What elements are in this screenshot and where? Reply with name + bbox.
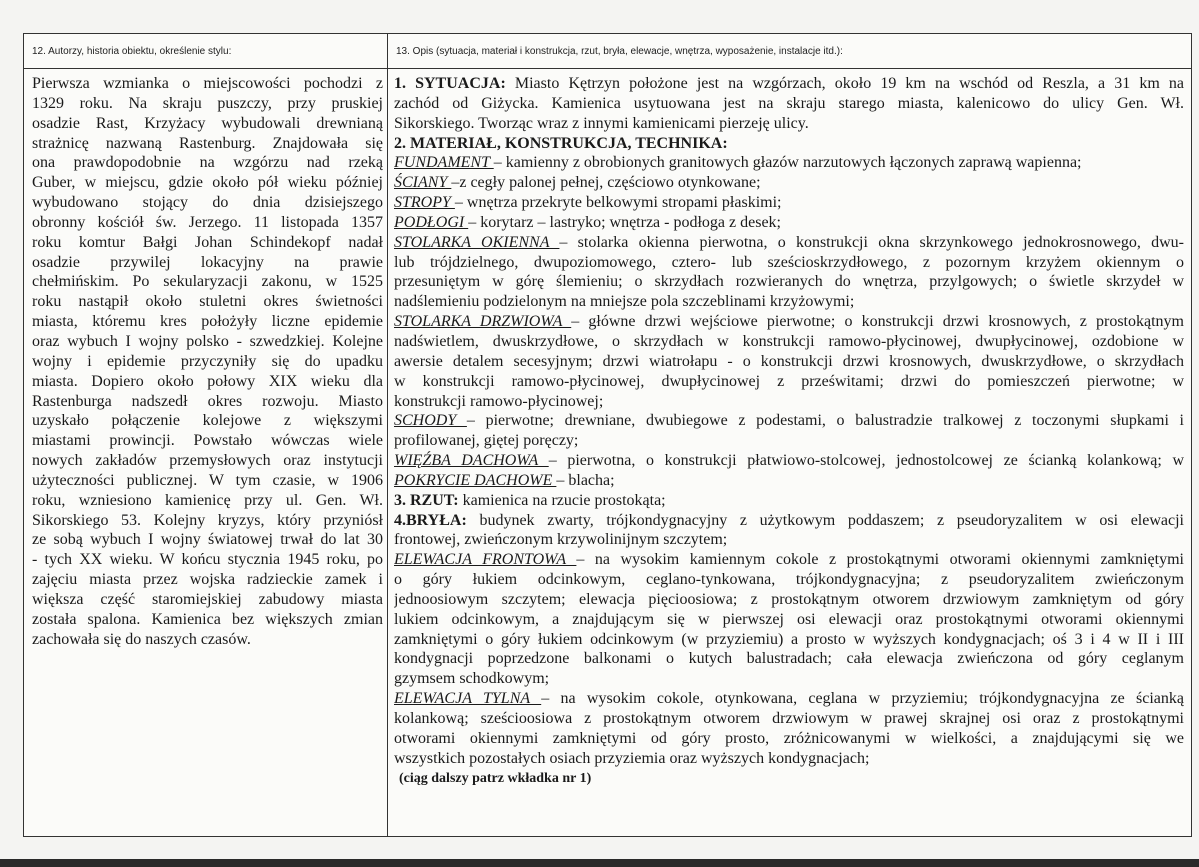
text-line [394,114,1184,134]
text-segment: lub trójdzielnego, dwupoziomowego, cztero- lub sześcioskrzydłowego, z pozornym krzyżem okiennym o [394,253,1184,271]
text-line [394,570,1184,590]
text-segment: zamkniętymi o góry łukiem odcinkowym (w przyziemiu) a prosto w wyższych kondygnacjach; oś 3 i 4 w II i III [394,630,1184,648]
text-line: większa część staromiejskiej zabudowy miasta [32,590,383,608]
header-row [24,34,1191,69]
text-segment: lukiem odcinkowym, a znajdującym się w pierwszej osi elewacji oraz prostokątnymi otworami okiennymi [394,610,1184,628]
text-segment: wszystkich pozostałych osiach przyziemia oraz wyższych kondygnacjach; [394,749,870,767]
section-heading: 1. SYTUACJA: [394,75,506,92]
text-segment: przesuniętym w górę ślemieniu; o skrzydłach rozwieranych do wnętrza, przylgowych; o świetle skrzydeł w [394,273,1184,291]
header-authors-history: 12. Autorzy, historia obiektu, określenie stylu: [32,46,232,57]
text-line [394,769,1184,789]
text-segment: kamienica na rzucie prostokąta; [458,491,666,509]
text-segment: frontowej, zwieńczonym krzywolinijnym szczytem; [394,531,728,549]
text-segment: – wnętrza przekryte belkowymi stropami płaskimi; [454,194,782,212]
text-line [394,153,1184,173]
text-line: zajęciu miasta przez wojska radzieckie zamek i [32,571,383,589]
text-line [394,491,1184,511]
text-line: została spalona. Kamienica bez większych zmian [32,610,383,628]
text-line: roku, wzniesiono kamienicę przy ul. Gen. Wł. [32,491,383,509]
scan-edge [0,859,1199,867]
element-label: PODŁOGI [394,213,469,231]
text-segment: – pierwotne; drewniane, dwubiegowe z podestami, o balustradzie tralkowej z toczonymi słupkami i [466,412,1184,430]
element-label: ELEWACJA TYLNA [394,690,542,708]
text-segment: kolankową; sześcioosiowa z prostokątnym otworem drzwiowym w prawej skrajnej osi oraz z prostokątnymi [394,710,1184,727]
text-segment: Sikorskiego. Tworząc wraz z innymi kamienicami pierzeję ulicy. [394,114,809,132]
text-line [394,471,1184,491]
text-line: ze sobą wybuch I wojny światowej trwał do lat 30 [32,531,383,549]
text-line [394,372,1184,392]
element-label: WIĘŹBA DACHOWA [394,452,549,470]
text-line [394,94,1184,114]
text-line [394,411,1184,431]
text-line: roku komtur Bałgi Johan Schindekopf nadał [32,233,383,251]
description-text [394,74,1184,788]
text-line: uzyskało połączenie kolejowe z większymi [32,412,383,430]
text-segment: –z cegły palonej pełnej, częściowo otynkowane; [451,174,761,192]
text-line: miastami prowincji. Powstało wówczas wiele [32,432,383,450]
text-segment: profilowanej, giętej poręczy; [394,432,579,450]
text-segment: konstrukcji ramowo-płycinowej; [394,392,604,410]
text-line: osadzie Rast, Krzyżacy wybudowali drewnianą [32,114,383,132]
text-segment: – blacha; [556,471,615,489]
text-segment: – na wysokim kamiennym cokole z prostokątnymi otworami okiennymi zamkniętymi [576,551,1184,569]
text-segment: – kamienny z obrobionych granitowych głazów narzutowych łączonych zaprawą wapienna; [493,154,1082,172]
text-line: Pierwsza wzmianka o miejscowości pochodzi z [32,75,383,92]
text-line: miasta. Dopiero około połowy XIX wieku dla [32,372,383,390]
text-segment: nadślemieniu podzielonym na mniejsze pola szczeblinami krzyżowymi; [394,293,855,311]
text-line: roku nastąpił około stuletni okres świetności [32,293,383,311]
text-line [394,253,1184,273]
text-line: - tych XX wieku. W końcu stycznia 1945 roku, po [32,551,383,569]
text-line: nowych zakładów przemysłowych oraz instytucji [32,452,383,470]
text-line [394,74,1184,94]
element-label: STROPY [394,194,455,212]
text-segment: Miasto Kętrzyn położone jest na wzgórzach, około 19 km na wschód od Reszla, a 31 km na [505,75,1184,92]
text-segment: – korytarz – lastryko; wnętrza - podłoga z desek; [468,213,781,231]
text-line: oraz wybuch I wojny polsko - szwedzkiej. Kolejne [32,332,383,350]
section-heading: 3. RZUT: [394,491,459,509]
text-line [394,233,1184,253]
text-line [394,530,1184,550]
text-segment: kondygnacji poprzedzone balkonami o kutych balustradach; cała elewacja zwieńczona od góry ceglanym [394,650,1184,668]
text-segment: budynek zwarty, trójkondygnacyjny z użytkowym poddaszem; z pseudoryzalitem w osi elewacji [466,511,1184,529]
text-line: Guber, w miejscu, gdzie około pół wieku później [32,174,383,192]
text-line [394,392,1184,412]
text-line [394,630,1184,650]
text-line [394,134,1184,154]
text-line [394,709,1184,729]
text-line [394,649,1184,669]
text-line [394,689,1184,709]
text-line [394,729,1184,749]
text-segment: gzymsem schodkowym; [394,670,550,688]
text-segment: otworami okiennymi zamkniętymi od góry prosto, zróżnicowanymi w wielkości, a znajdującymi się we [394,729,1184,747]
text-line [394,431,1184,451]
text-line [394,332,1184,352]
text-line [394,590,1184,610]
text-line [394,669,1184,689]
form-table [23,33,1192,837]
text-segment: w konstrukcji ramowo-płycinowej, dwupłycinowej z prześwitami; drzwi do pomieszczeń pierwotne; w [394,372,1184,390]
text-line: ona prawdopodobnie na wzgórzu nad rzeką [32,154,383,172]
text-line: wybudowano stojący do dnia dzisiejszego [32,194,383,212]
text-line: osadzie przywilej lokacyjny na prawie [32,253,383,271]
section-heading: (ciąg dalszy patrz wkładka nr 1) [399,770,592,786]
text-line: wojny i epidemie przyczyniły się do upadku [32,352,383,370]
text-line [394,749,1184,769]
text-line [394,213,1184,233]
header-description: 13. Opis (sytuacja, materiał i konstrukcja, rzut, bryła, elewacje, wnętrza, wyposażenie, instalacje itd.): [396,46,843,57]
text-line: miasta, któremu kres położyły liczne epidemie [32,313,383,331]
text-line [394,451,1184,471]
text-line: obronny kościół św. Jerzego. 11 listopada 1357 [32,213,383,231]
text-segment: – pierwotna, o konstrukcji płatwiowo-stolcowej, jednostolcowej ze ścianką kolankową; w [548,452,1184,470]
text-line: Rastenburga nadszedł okres rozwoju. Miasto [32,392,383,410]
history-text [32,74,383,649]
text-line: strażnicę nazwaną Rastenburg. Znajdowała się [32,134,383,152]
text-segment: nadświetlem, dwuskrzydłowe, o skrzydłach w konstrukcji ramowo-płycinowej, dwupłycinowej, ozdobione w [394,332,1184,350]
text-line [394,272,1184,292]
text-line [394,193,1184,213]
text-line: 1329 roku. Na skraju puszczy, przy pruskiej [32,94,383,112]
text-segment: awersie detalem secesyjnym; drzwi wiatrołapu - o konstrukcji drzwi krosnowych, dwuskrzydłowe, o skrzydłach [394,352,1184,370]
text-segment: – na wysokim cokole, otynkowana, ceglana w przyziemiu; trójkondygnacyjna ze ścianką [541,690,1184,708]
text-segment: zachód od Giżycka. Kamienica usytuowana jest na skraju starego miasta, kalenicowo do ulicy Gen. Wł. [394,94,1184,112]
text-line: Sikorskiego 53. Kolejny kryzys, który przyniósł [32,511,383,529]
text-segment: – główne drzwi wejściowe pierwotne; o konstrukcji drzwi krosnowych, z prostokątnym [571,313,1184,331]
element-label: ŚCIANY [394,174,452,192]
column-divider [387,34,388,836]
element-label: SCHODY [394,412,467,430]
text-line [394,312,1184,332]
text-segment: jednoosiowym szczytem; elewacja pięcioosiowa; z prostokątnym otworem drzwiowym zamkniętym od góry [394,590,1184,608]
element-label: FUNDAMENT [394,154,494,172]
element-label: ELEWACJA FRONTOWA [394,551,577,569]
element-label: STOLARKA DRZWIOWA [394,313,572,331]
text-line [394,352,1184,372]
section-heading: 2. MATERIAŁ, KONSTRUKCJA, TECHNIKA: [394,134,728,152]
text-line: zachowała się do naszych czasów. [32,630,251,648]
text-line [394,550,1184,570]
text-line [394,610,1184,630]
section-heading: 4.BRYŁA: [394,511,467,529]
text-segment: o góry łukiem odcinkowym, ceglano-tynkowana, trójkondygnacyjna; z pseudoryzalitem zwieńczonym [394,571,1184,589]
text-line: chełmińskim. Po sekularyzacji zakonu, w 1525 [32,273,383,291]
element-label: POKRYCIE DACHOWE [394,471,557,489]
text-line [394,511,1184,531]
text-line: użyteczności publicznej. W tym czasie, w 1906 [32,471,383,489]
element-label: STOLARKA OKIENNA [394,233,560,251]
text-segment: – stolarka okienna pierwotna, o konstrukcji okna skrzynkowego jednokrosnowego, dwu- [559,233,1184,251]
text-line [394,173,1184,193]
text-line [394,292,1184,312]
